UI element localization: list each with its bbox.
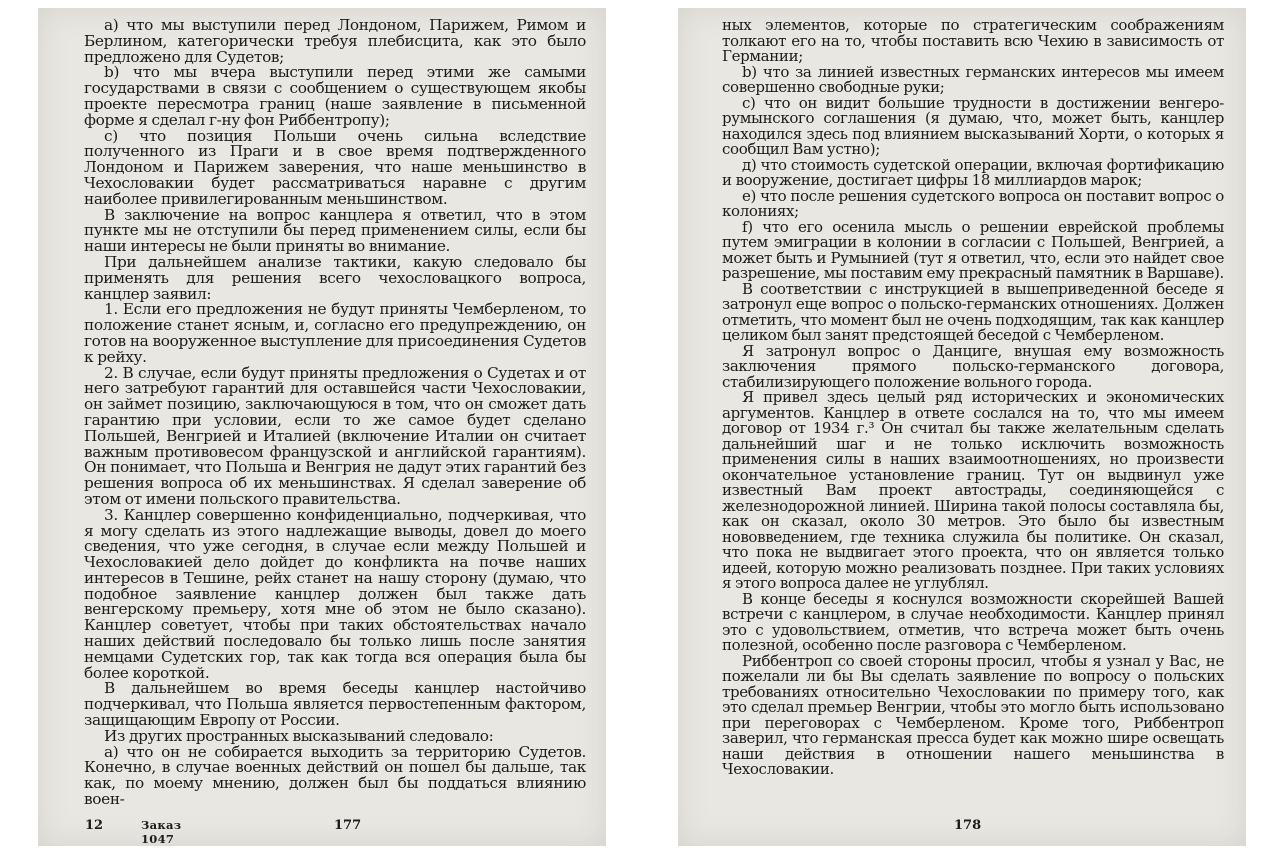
left-page [38, 8, 606, 846]
paragraph: а) что он не собирается выходить за территорию Судетов. Конечно, в случае военных действий он пошел бы дальше, так как, по моему мнению, должен был бы поддаться влиянию воен- [84, 742, 586, 809]
paragraph: В соответствии с инструкцией в вышеприведенной беседе я затронул еще вопрос о польско-германских отношениях. Должен отметить, что момент был не очень подходящим, так как канцлер целиком был занят предстоящей беседой с Чемберленом. [722, 279, 1224, 344]
paragraph: 3. Канцлер совершенно конфиденциально, подчеркивая, что я могу сделать из этого надлежащие выводы, довел до моего сведения, что уже сегодня, в случае если между Польшей и Чехословакией дело дойдет до конфликта на почве наших интересов в Тешине, рейх станет на нашу сторону (думаю, что подобное заявление канцлер должен был также дать венгерскому премьеру, хотя мне об этом не было сказано). Канцлер советует, чтобы при таких обстоятельствах начало наших действий последовало бы только лишь после занятия немцами Судетских гор, так как тогда вся операция была бы более короткой. [84, 505, 586, 682]
paragraph: При дальнейшем анализе тактики, какую следовало бы применять для решения всего чехословацкого вопроса, канцлер заявил: [84, 252, 586, 303]
left-page-text [84, 18, 586, 808]
sheet-number: 12 [85, 818, 104, 833]
right-page-text [722, 18, 1224, 778]
paragraph: В заключение на вопрос канцлера я ответил, что в этом пункте мы не отступили бы перед применением силы, если бы наши интересы не были приняты во внимание. [84, 205, 586, 256]
paragraph: Я привел здесь целый ряд исторических и экономических аргументов. Канцлер в ответе сослался на то, что мы имеем договор от 1934 г.³ Он считал бы также желательным сделать дальнейший шаг и не только исключить возможность применения силы в наших взаимоотношениях, но произвести окончательное установление границ. Тут он выдвинул уже известный Вам проект автострады, соединяющейся с железнодорожной линией. Ширина такой полосы составляла бы, как он сказал, около 30 метров. Это было бы известным нововведением, где техника служила бы политике. Он сказал, что пока не выдвигает этого проекта, что он является только идеей, которую можно реализовать позднее. При таких условиях я этого вопроса далее не углублял. [722, 388, 1224, 592]
order-number: Заказ 1047 [141, 818, 182, 846]
right-page [678, 8, 1246, 846]
paragraph: Я затронул вопрос о Данциге, внушая ему возможность заключения прямого польско-германского договора, стабилизирующего положение вольного города. [722, 341, 1224, 391]
paragraph: f) что его осенила мысль о решении еврейской проблемы путем эмиграции в колонии в согласии с Польшей, Венгрией, а может быть и Румынией (тут я ответил, что, если это найдет свое разрешение, мы поставим ему прекрасный памятник в Варшаве). [722, 217, 1224, 282]
paragraph: с) что он видит большие трудности в достижении венгеро-румынского соглашения (я думаю, что, может быть, канцлер находился здесь под влиянием высказываний Хорти, о которых я сообщил Вам устно); [722, 93, 1224, 158]
paragraph: 1. Если его предложения не будут приняты Чемберленом, то положение станет ясным, и, согласно его предупреждению, он готов на вооруженное выступление для присоединения Судетов к рейху. [84, 300, 586, 366]
paragraph: Риббентроп со своей стороны просил, чтобы я узнал у Вас, не пожелали ли бы Вы сделать заявление по вопросу о польских требованиях относительно Чехословакии по примеру того, как это сделал премьер Венгрии, чтобы это могло быть использовано при переговорах с Чемберленом. Кроме того, Риббентроп заверил, что германская пресса будет как можно шире освещать наши действия в отношении нашего меньшинства в Чехословакии. [722, 651, 1224, 778]
paragraph: 2. В случае, если будут приняты предложения о Судетах и от него затребуют гарантий для оставшейся части Чехословакии, он займет позицию, заключающуюся в том, что он сможет дать гарантию при условии, если то же самое будет сделано Польшей, Венгрией и Италией (включение Италии он считает важным противовесом французской и английской гарантиям). Он понимает, что Польша и Венгрия не дадут этих гарантий без решения вопроса об их меньшинствах. Я сделал заверение об этом от имени польского правительства. [84, 363, 586, 508]
paragraph: В дальнейшем во время беседы канцлер настойчиво подчеркивал, что Польша является первостепенным фактором, защищающим Европу от России. [84, 679, 586, 730]
paragraph: а) что мы выступили перед Лондоном, Парижем, Римом и Берлином, категорически требуя плебисцита, как это было предложено для Судетов; [84, 16, 586, 66]
paragraph: е) что после решения судетского вопроса он поставит вопрос о колониях; [722, 186, 1224, 220]
page-number-left: 177 [334, 818, 362, 833]
paragraph: Из других пространных высказываний следовало: [104, 726, 494, 745]
page-number-right: 178 [954, 818, 982, 833]
paragraph: д) что стоимость судетской операции, включая фортификацию и вооружение, достигает цифры 18 миллиардов марок; [722, 155, 1224, 189]
paragraph: b) что мы вчера выступили перед этими же самыми государствами в связи с сообщением о существующем якобы проекте пересмотра границ (наше заявление в письменной форме я сделал г-ну фон Риббентропу); [84, 63, 586, 129]
paragraph: ных элементов, которые по стратегическим соображениям толкают его на то, чтобы поставить всю Чехию в зависимость от Германии; [722, 16, 1224, 65]
paragraph: В конце беседы я коснулся возможности скорейшей Вашей встречи с канцлером, в случае необходимости. Канцлер принял это с удовольствием, отметив, что встреча может быть очень полезной, особенно после разговора с Чемберленом. [722, 589, 1224, 654]
paragraph: с) что позиция Польши очень сильна вследствие полученного из Праги и в свое время подтвержденного Лондоном и Парижем заверения, что наше меньшинство в Чехословакии будет рассматриваться наравне с другим наиболее привилегированным меньшинством. [84, 126, 586, 208]
paragraph: b) что за линией известных германских интересов мы имеем совершенно свободные руки; [722, 62, 1224, 96]
